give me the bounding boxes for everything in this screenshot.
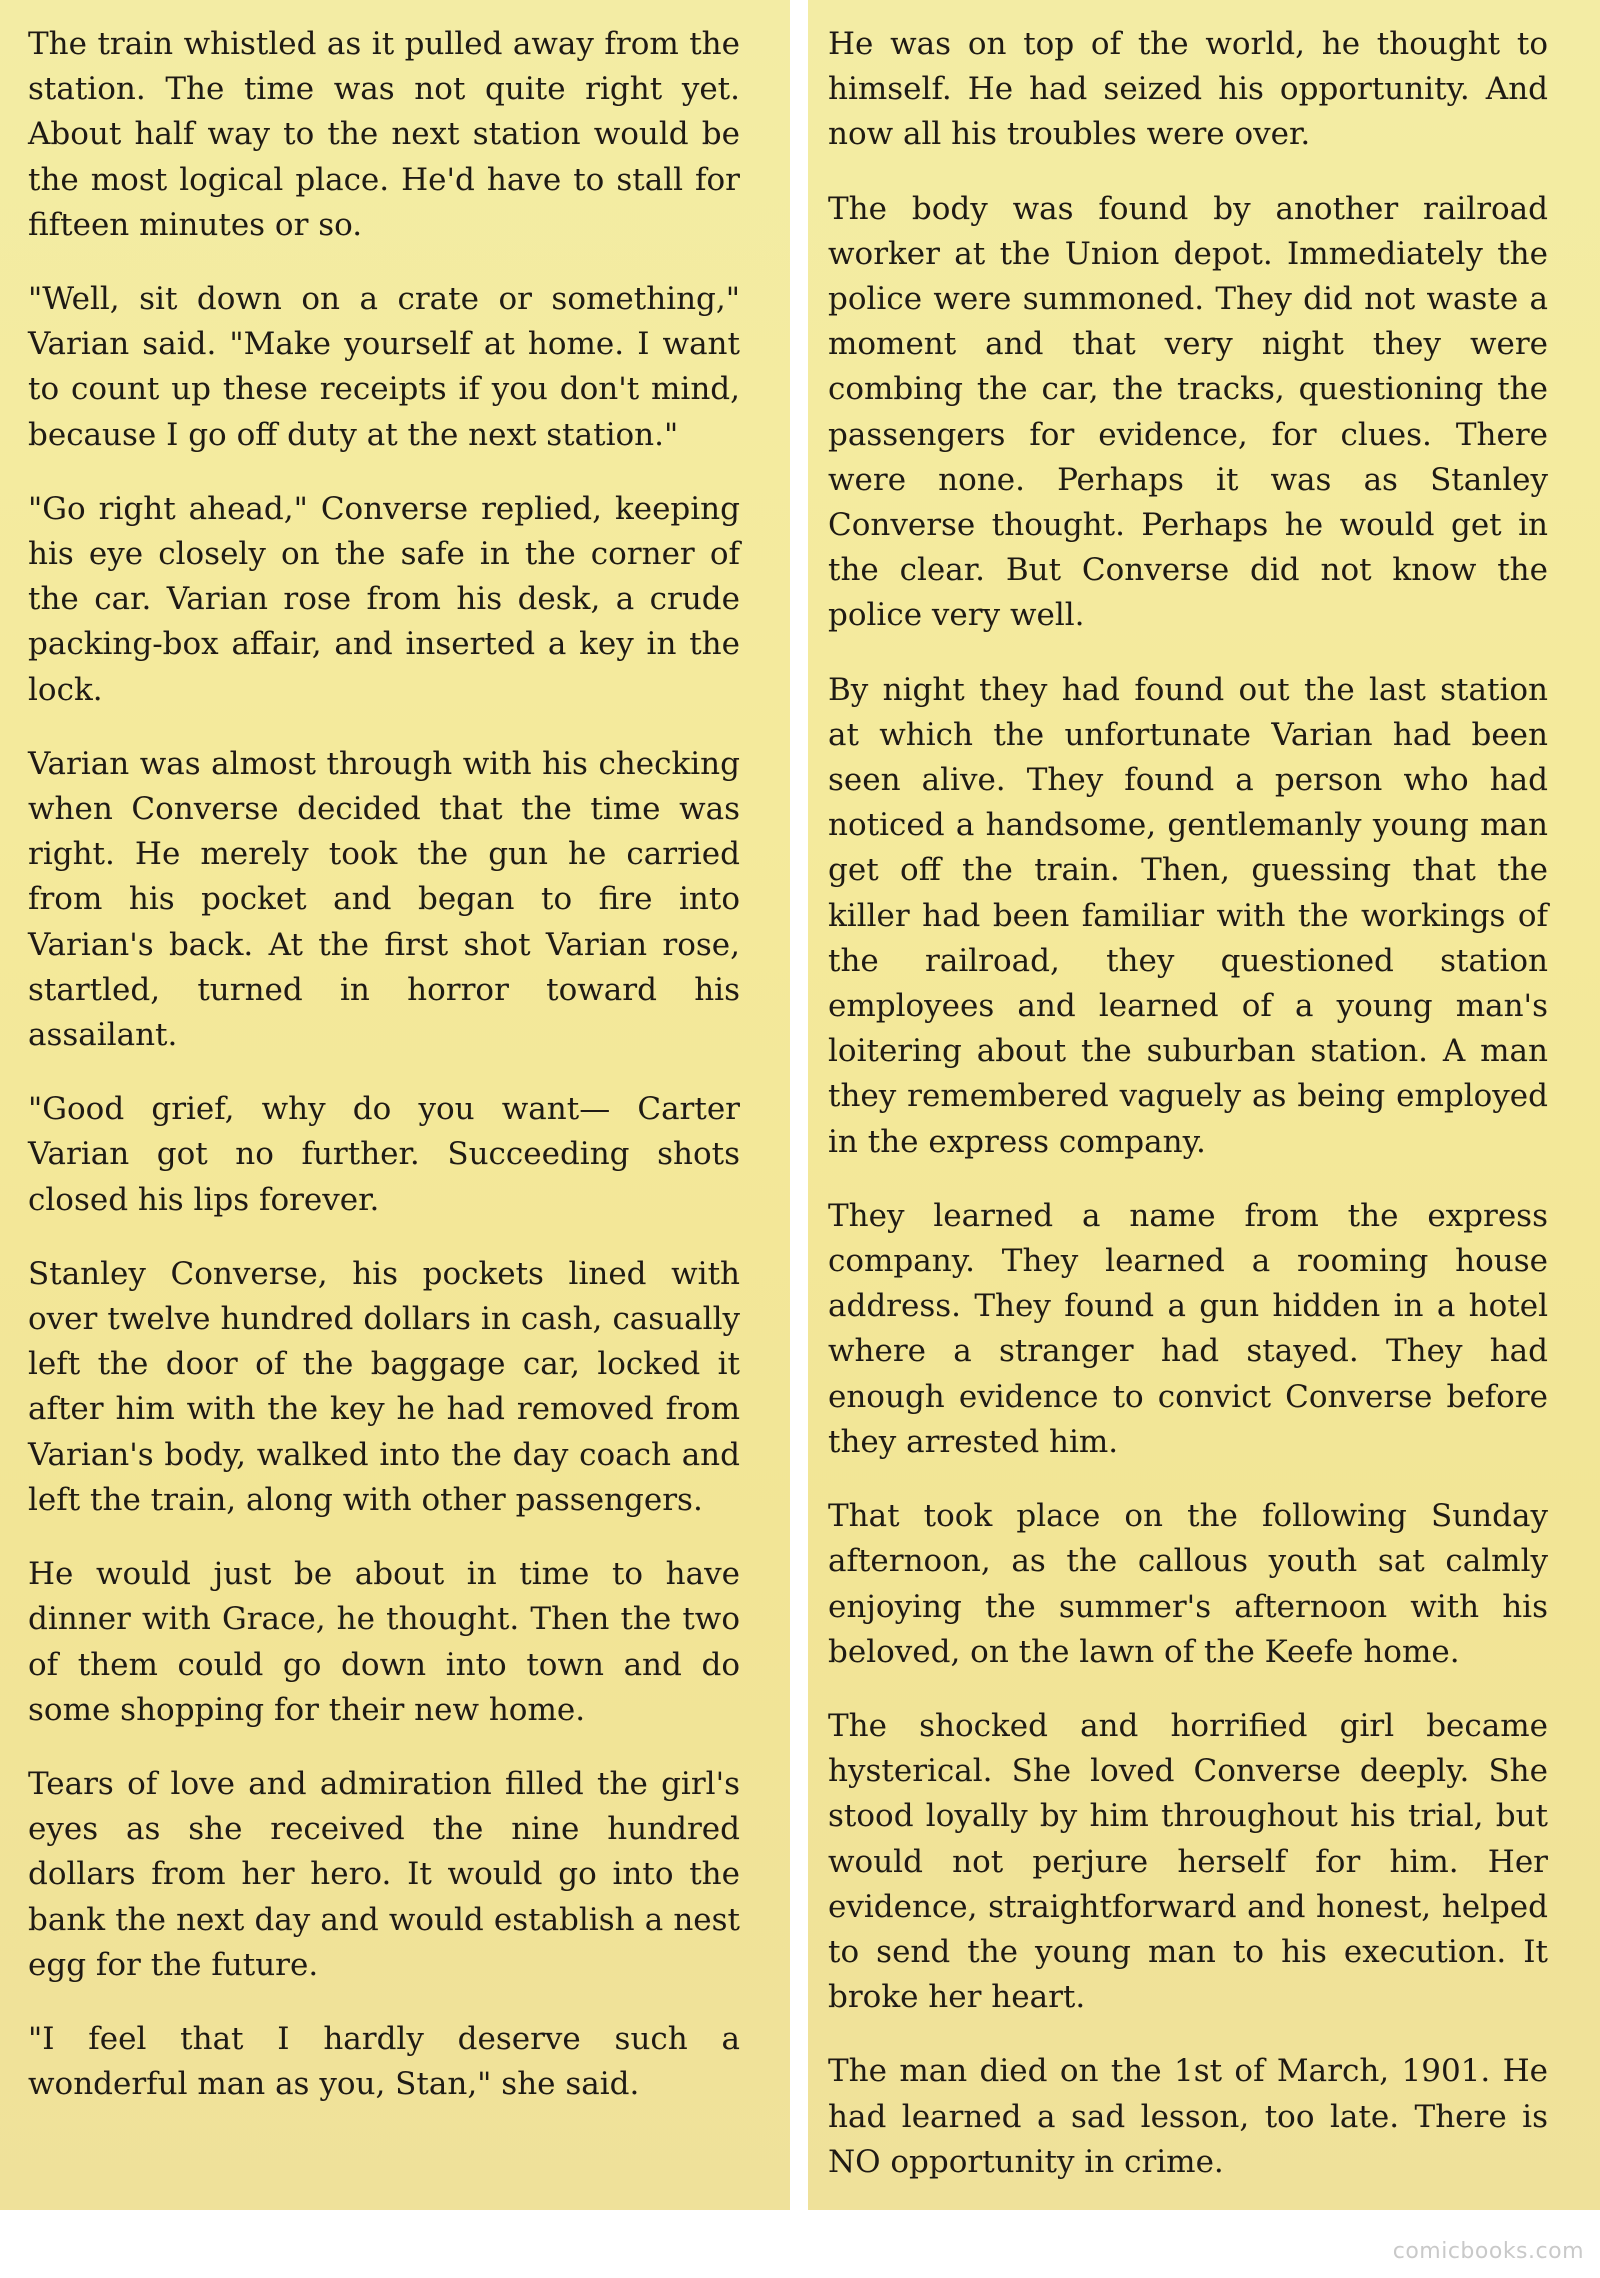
story-paragraph: Stanley Converse, his pockets lined with over twelve hundred dollars in cash, casually left the door of the baggage car, locked it after him with the key he had removed from Varian's body, walked into the day coach and left the train, along with other passengers. [28,1255,740,1518]
left-column [28,22,740,2136]
story-paragraph: By night they had found out the last station at which the unfortunate Varian had been seen alive. They found a person who had noticed a handsome, gentlemanly young man get off the train. Then, guessing that the killer had been familiar with the workings of the railroad, they questioned station employees and learned of a young man's loitering about the suburban station. A man they remembered vaguely as being employed in the express company. [828,671,1548,1160]
story-paragraph: That took place on the following Sunday afternoon, as the callous youth sat calmly enjoying the summer's afternoon with his beloved, on the lawn of the Keefe home. [828,1498,1548,1670]
story-paragraph: The train whistled as it pulled away from the station. The time was not quite right yet. About half way to the next station would be the most logical place. He'd have to stall for fifteen minutes or so. [28,26,740,243]
story-paragraph: Varian was almost through with his checking when Converse decided that the time was right. He merely took the gun he carried from his pocket and began to fire into Varian's back. At the first shot Varian rose, startled, turned in horror toward his assailant. [28,745,740,1054]
story-paragraph: The man died on the 1st of March, 1901. He had learned a sad lesson, too late. There is NO opportunity in crime. [828,2053,1548,2180]
story-paragraph: They learned a name from the express company. They learned a rooming house address. They found a gun hidden in a hotel where a stranger had stayed. They had enough evidence to convict Converse before they arrested him. [828,1197,1548,1460]
story-paragraph: He was on top of the world, he thought to himself. He had seized his opportunity. And now all his troubles were over. [828,26,1548,153]
story-paragraph: "Well, sit down on a crate or something," Varian said. "Make yourself at home. I want to count up these receipts if you don't mind, because I go off duty at the next station." [28,281,740,453]
story-paragraph: He would just be about in time to have dinner with Grace, he thought. Then the two of them could go down into town and do some shopping for their new home. [28,1556,740,1728]
story-paragraph: "Good grief, why do you want— Carter Varian got no further. Succeeding shots closed his lips forever. [28,1091,740,1218]
story-paragraph: Tears of love and admiration filled the girl's eyes as she received the nine hundred dollars from her hero. It would go into the bank the next day and would establish a nest egg for the future. [28,1765,740,1983]
site-watermark: comicbooks.com [1392,2239,1584,2264]
right-column [828,22,1548,2214]
story-paragraph: "I feel that I hardly deserve such a wonderful man as you, Stan," she said. [28,2020,740,2103]
story-paragraph: "Go right ahead," Converse replied, keeping his eye closely on the safe in the corner of the car. Varian rose from his desk, a crude packing-box affair, and inserted a key in the lock. [28,490,740,708]
story-paragraph: The shocked and horrified girl became hysterical. She loved Converse deeply. She stood loyally by him throughout his trial, but would not perjure herself for him. Her evidence, straightforward and honest, helped to send the young man to his execution. It broke her heart. [828,1707,1548,2016]
story-paragraph: The body was found by another railroad worker at the Union depot. Immediately the police were summoned. They did not waste a moment and that very night they were combing the car, the tracks, questioning the passengers for evidence, for clues. There were none. Perhaps it was as Stanley Converse thought. Perhaps he would get in the clear. But Converse did not know the police very well. [828,190,1548,634]
